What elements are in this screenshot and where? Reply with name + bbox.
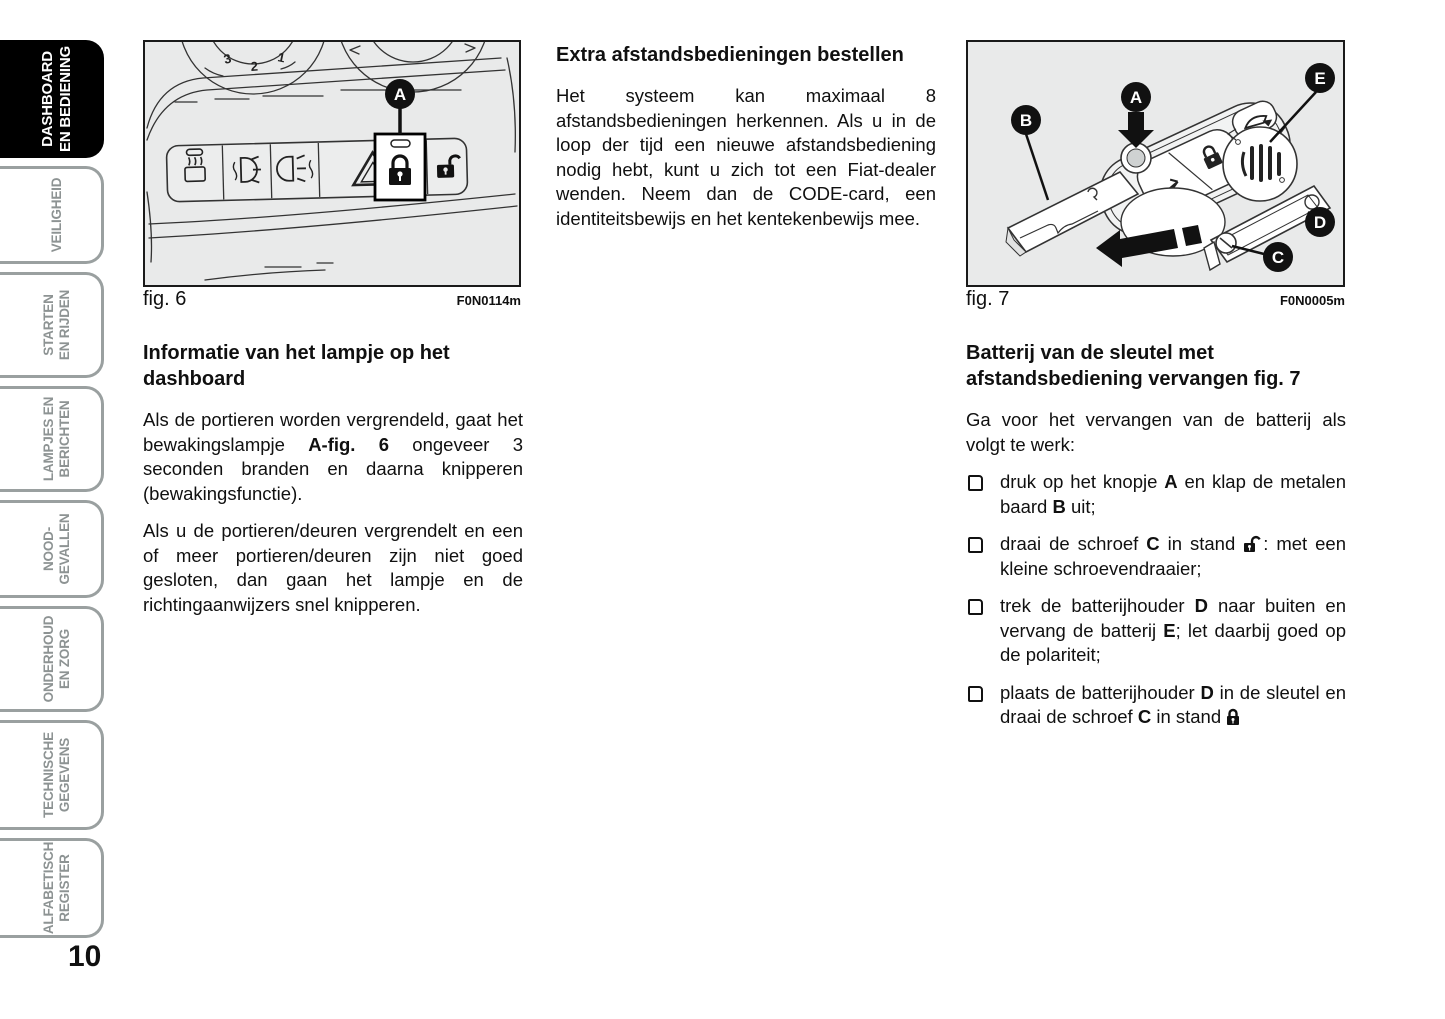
sidebar-item-lampjes-en-berichten: LAMPJES EN BERICHTEN: [0, 386, 104, 492]
paragraph: Het systeem kan maximaal 8 afstandsbedieningen herkennen. Als u in de loop der tijd een nieuwe afstandsbediening nodig hebt, kunt u zich tot een Fiat-dealer wenden. Neem dan de CODE-card, een identiteitsbewijs en het kentekenbewijs mee.: [556, 85, 936, 229]
sidebar-item-dashboard-en-bediening: DASHBOARD EN BEDIENING: [0, 40, 104, 158]
tab-label: ALFABETISCH: [40, 841, 56, 935]
callout-e-label: E: [1314, 69, 1326, 88]
section-heading: Informatie van het lampje op het dashboard: [143, 342, 450, 390]
dashboard-line-art: [145, 42, 519, 285]
callout-a-label: A: [393, 85, 407, 104]
section-informatie-lampje: [143, 340, 523, 630]
callout-c-label: C: [1271, 248, 1285, 267]
key-line-art: [968, 42, 1343, 285]
tab-label: NOOD-: [40, 527, 56, 571]
list-item: plaats de batterijhouder D in de sleutel en draai de schroef C in stand: [966, 681, 1346, 730]
sidebar-item-onderhoud-en-zorg: ONDERHOUD EN ZORG: [0, 606, 104, 712]
figure-7-key-remote: [966, 40, 1345, 287]
fig6-code: F0N0114m: [456, 293, 521, 308]
page-number: 10: [68, 940, 102, 973]
callout-b-label: B: [1019, 111, 1033, 130]
tab-label: VEILIGHEID: [48, 177, 64, 253]
tab-label: STARTEN: [40, 294, 56, 356]
lock-button-highlighted: [375, 134, 425, 200]
lock-open-icon: [1243, 535, 1263, 553]
lock-closed-icon: [1226, 708, 1240, 726]
list-item: draai de schroef C in stand : met een kleine schroevendraaier;: [966, 532, 1346, 581]
sidebar-item-noodgevallen: NOOD- GEVALLEN: [0, 500, 104, 598]
section-heading: Extra afstandsbedieningen bestellen: [556, 44, 904, 66]
square-bullet-icon: [968, 537, 983, 553]
sidebar-item-starten-en-rijden: STARTEN EN RIJDEN: [0, 272, 104, 378]
square-bullet-icon: [968, 475, 983, 491]
tab-label: DASHBOARD: [38, 51, 56, 147]
list-item: trek de batterijhouder D naar buiten en vervang de batterij E; let daarbij goed op de polariteit;: [966, 594, 1346, 668]
list-item: druk op het knopje A en klap de metalen baard B uit;: [966, 470, 1346, 519]
sidebar-item-alfabetisch-register: ALFABETISCH REGISTER: [0, 838, 104, 938]
press-arrow: [1118, 112, 1154, 148]
dial-number-1: 1: [276, 49, 287, 66]
sidebar-item-technische-gegevens: TECHNISCHE GEGEVENS: [0, 720, 104, 830]
paragraph: Als u de portieren/deuren vergrendelt en een of meer portieren/deuren zijn niet goed gesloten, dan gaan het lampje en de richtingaanwijzers snel knipperen.: [143, 520, 523, 615]
tab-label: LAMPJES EN: [40, 396, 56, 482]
section-extra-afstandsbedieningen: [556, 42, 936, 244]
step-list: [966, 470, 1346, 730]
dial-number-3: 3: [222, 50, 233, 67]
section-batterij-vervangen: [966, 340, 1346, 730]
tab-label: ONDERHOUD: [40, 615, 56, 703]
battery: [1223, 126, 1297, 201]
fig6-caption: fig. 6: [143, 288, 187, 310]
sidebar-item-veiligheid: [0, 166, 104, 264]
section-heading: Batterij van de sleutel met afstandsbediening vervangen fig. 7: [966, 342, 1301, 390]
callout-d-label: D: [1313, 213, 1327, 232]
square-bullet-icon: [968, 686, 983, 702]
figure-6-dashboard-buttons: [143, 40, 521, 287]
paragraph: Ga voor het vervangen van de batterij als volgt te werk:: [966, 409, 1346, 455]
fig7-code: F0N0005m: [1279, 293, 1345, 308]
tab-label: TECHNISCHE: [40, 732, 56, 818]
square-bullet-icon: [968, 599, 983, 615]
fig7-caption: fig. 7: [966, 288, 1010, 310]
callout-a-label: A: [1129, 88, 1143, 107]
dial-number-2: 2: [250, 58, 259, 74]
paragraph: Als de portieren worden vergrendeld, gaat het bewakingslampje A-fig. 6 ongeveer 3 seconden branden en daarna knipperen (bewakingsfunctie).: [143, 409, 523, 504]
